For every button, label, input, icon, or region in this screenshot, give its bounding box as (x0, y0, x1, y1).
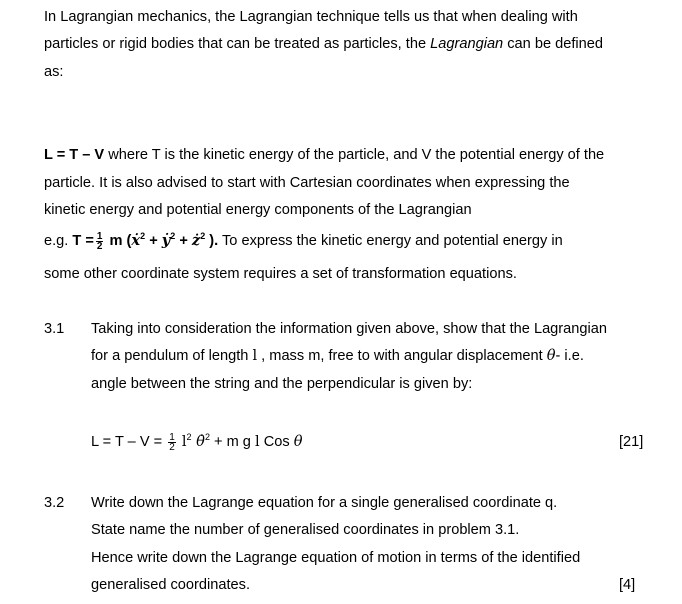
lagrangian-formula: L = T – V (44, 147, 105, 163)
q31-marks: [21] (619, 434, 644, 450)
half-fraction: $\frac{1}{2}$ (169, 431, 175, 453)
question-3-2-number: 3.2 (44, 495, 65, 511)
definition-line-3: kinetic energy and potential energy components of the Lagrangian (44, 202, 472, 218)
q32-marks: [4] (619, 577, 636, 593)
half-fraction: $\frac{1}{2}$ (96, 230, 103, 252)
q32-line-2: State name the number of generalised coordinates in problem 3.1. (91, 522, 520, 538)
intro-line-2: particles or rigid bodies that can be treated as particles, the Lagrangian can be defined (44, 36, 603, 52)
lagrangian-emphasis: Lagrangian (430, 36, 504, 52)
q32-line-1: Write down the Lagrange equation for a single generalised coordinate q. (91, 495, 558, 511)
q32-line-4: generalised coordinates. (91, 577, 251, 593)
q32-line-3: Hence write down the Lagrange equation of motion in terms of the identified (91, 550, 581, 566)
q31-equation: L = T – V = $\frac{1}{2}$ $l^2$ θ̇$^2$ + m g l Cos θ (91, 431, 303, 453)
intro-line-3: as: (44, 64, 64, 80)
q31-line-2: for a pendulum of length l , mass m, free to with angular displacement θ- i.e. (91, 347, 584, 364)
definition-line-1: L = T – V where T is the kinetic energy of the particle, and V the potential energy of the (44, 147, 605, 163)
intro-line-1: In Lagrangian mechanics, the Lagrangian technique tells us that when dealing with (44, 9, 578, 25)
question-3-1-number: 3.1 (44, 321, 65, 337)
definition-line-5: some other coordinate system requires a set of transformation equations. (44, 266, 517, 282)
definition-line-2: particle. It is also advised to start with Cartesian coordinates when expressing the (44, 175, 570, 191)
q31-line-1: Taking into consideration the information given above, show that the Lagrangian (91, 321, 607, 337)
q31-line-3: angle between the string and the perpendicular is given by: (91, 376, 473, 392)
definition-example-line: e.g. T = $\frac{1}{2}$ m (ẋ$^2$ + ẏ$^2$ + $ż^2$ ). To express the kinetic energy and potential energy in (44, 230, 563, 252)
